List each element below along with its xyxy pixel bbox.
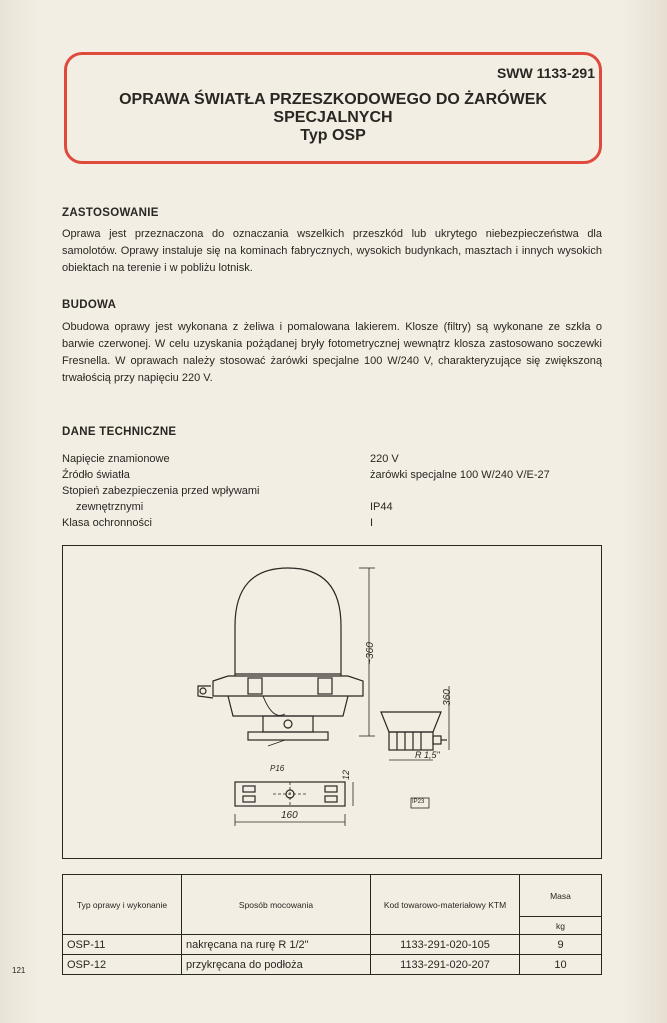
table-row [63,935,602,955]
standard-code: SWW 1133-291 [496,65,595,81]
cell-mass: 10 [520,955,602,975]
cell-type: OSP-11 [63,935,182,955]
cell-mass: 9 [520,935,602,955]
housing-ring [213,676,363,696]
table-header-row [63,875,602,917]
title-line-1: OPRAWA ŚWIATŁA PRZESZKODOWEGO DO ŻARÓWEK [119,91,547,108]
dimension-label: 12 [341,769,352,781]
zastosowanie-text: Oprawa jest przeznaczona do oznaczania wszelkich przeszkód lub ukrytego niebezpieczeństwa dla samolotów. Oprawy instaluje się na kominach fabrycznych, wysokich budynkach, masztach i innych wysokich obiektach na terenie i w pobliżu lotnisk. [62,228,602,274]
spec-value [370,483,550,499]
cell-ktm: 1133-291-020-207 [371,955,520,975]
ip-mark: IP23 [412,799,425,805]
section-heading-zastosowanie: ZASTOSOWANIE [62,207,159,219]
cell-ktm: 1133-291-020-105 [371,935,520,955]
dimension-label: P16 [270,764,285,773]
col-header-unit: kg [520,917,602,935]
dimension-label: ~360 [364,642,376,665]
dome-outline [235,568,341,676]
technical-drawing [62,545,602,859]
base-neck [263,716,313,732]
dimension-label: 360 [441,689,453,706]
col-header-ktm: Kod towarowo-materiałowy KTM [371,875,520,935]
table-row [63,955,602,975]
spec-label: Klasa ochronności [62,517,152,529]
dimension-label: R 1,5" [415,750,440,760]
spec-label: Stopień zabezpieczenia przed wpływami [62,485,260,497]
title-line-3: Typ OSP [300,127,366,144]
spec-labels [62,451,260,531]
cell-type: OSP-12 [63,955,182,975]
dimension-label: 160 [281,810,298,821]
title-frame [64,52,602,164]
spec-label: zewnętrznymi [76,501,144,513]
spec-values [370,451,550,531]
spec-label: Źródło światła [62,469,130,481]
budowa-text: Obudowa oprawy jest wykonana z żeliwa i pomalowana lakierem. Klosze (filtry) są wykonane ze szkła o barwie czerwonej. W celu uzyskania pożądanej bryły fotometrycznej wewnątrz klosza zastosowano soczewki Fresnella. W oprawach należy stosować żarówki specjalne 100 W/240 V, charakteryzujące się zwiększoną trwałością przy napięciu 220 V. [62,321,602,384]
small-side-view [381,712,441,732]
spec-value: 220 V [370,453,399,465]
cell-mount: przykręcana do podłoża [182,955,371,975]
page-title [67,91,599,145]
spec-value: żarówki specjalne 100 W/240 V/E-27 [370,469,550,481]
col-header-mount: Sposób mocowania [182,875,371,935]
col-header-type: Typ oprawy i wykonanie [63,875,182,935]
section-heading-budowa: BUDOWA [62,299,117,311]
section-heading-dane: DANE TECHNICZNE [62,426,177,438]
product-table [62,874,602,975]
page-number: 121 [12,966,26,975]
col-header-mass: Masa [520,875,602,917]
spec-value: I [370,517,374,529]
cell-mount: nakręcana na rurę R 1/2" [182,935,371,955]
title-line-2: SPECJALNYCH [273,109,393,126]
spec-value: IP44 [370,501,393,513]
spec-label: Napięcie znamionowe [62,453,170,465]
lamp-drawing [63,546,601,858]
